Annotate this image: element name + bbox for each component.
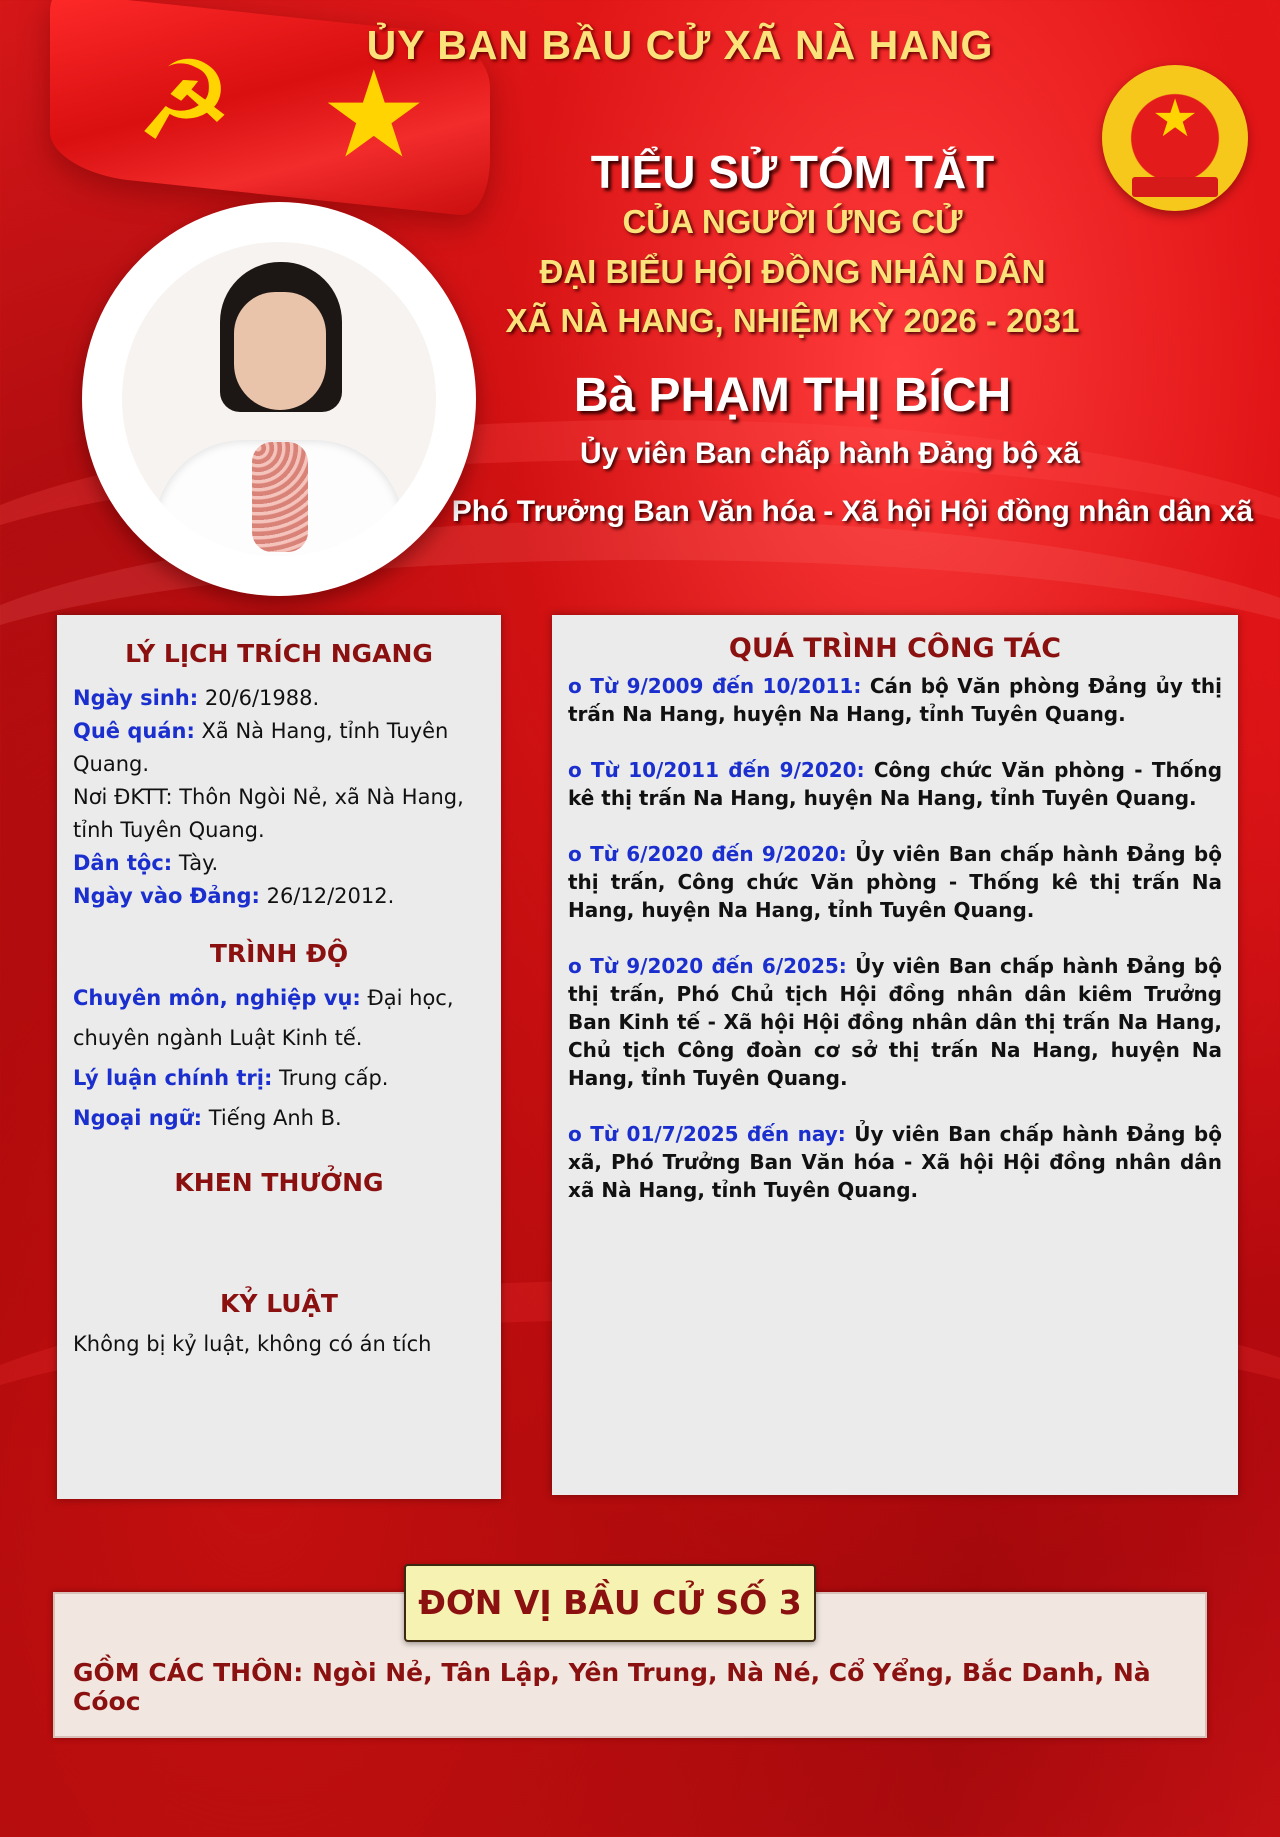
education-title: TRÌNH ĐỘ — [209, 939, 349, 968]
career-entry — [568, 840, 1222, 924]
election-unit-villages — [73, 1658, 1193, 1716]
career-period: o Từ 9/2009 đến 10/2011: — [568, 674, 862, 698]
ethnicity-row — [73, 847, 485, 880]
career-period: o Từ 10/2011 đến 9/2020: — [568, 758, 865, 782]
bio-subtitle-2: ĐẠI BIỂU HỘI ĐỒNG NHÂN DÂN — [539, 253, 1046, 290]
career-title: QUÁ TRÌNH CÔNG TÁC — [728, 633, 1062, 664]
name-prefix: Bà — [573, 369, 636, 422]
committee-title: ỦY BAN BẦU CỬ XÃ NÀ HANG — [366, 22, 994, 68]
career-entry — [568, 1120, 1222, 1204]
profile-title: LÝ LỊCH TRÍCH NGANG — [125, 639, 433, 668]
villages-list: Ngòi Nẻ, Tân Lập, Yên Trung, Nà Né, Cổ Yểng, Bắc Danh, Nà Cóoc — [73, 1658, 1151, 1716]
discipline-title: KỶ LUẬT — [220, 1289, 338, 1318]
emblem-star-icon: ★ — [1151, 89, 1199, 149]
major-value: Đại học, chuyên ngành Luật Kinh tế. — [73, 986, 454, 1050]
party-label: Ngày vào Đảng: — [73, 884, 260, 908]
career-text: Công chức Văn phòng - Thống kê thị trấn Na Hang, huyện Na Hang, tỉnh Tuyên Quang. — [568, 758, 1223, 810]
career-text: Ủy viên Ban chấp hành Đảng bộ xã, Phó Trưởng Ban Văn hóa - Xã hội Hội đồng nhân dân xã Nà Hang, tỉnh Tuyên Quang. — [568, 1122, 1222, 1202]
politics-value: Trung cấp. — [279, 1066, 389, 1090]
hometown-row — [73, 715, 485, 781]
hometown-value: Xã Nà Hang, tỉnh Tuyên Quang. — [73, 719, 449, 776]
party-value: 26/12/2012. — [266, 884, 395, 908]
politics-label: Lý luận chính trị: — [73, 1066, 273, 1090]
awards-title: KHEN THƯỞNG — [174, 1168, 384, 1197]
hometown-label: Quê quán: — [73, 719, 195, 743]
language-value: Tiếng Anh B. — [208, 1106, 342, 1130]
hammer-sickle-icon: ☭ — [135, 36, 234, 165]
career-entry — [568, 952, 1222, 1092]
politics-row — [73, 1058, 485, 1098]
major-label: Chuyên môn, nghiệp vụ: — [73, 986, 361, 1010]
portrait-face — [234, 292, 326, 410]
residence-row — [73, 781, 485, 847]
ethnicity-label: Dân tộc: — [73, 851, 173, 875]
star-icon: ★ — [320, 45, 428, 185]
residence-label: Nơi ĐKTT: — [73, 785, 173, 809]
career-entry — [568, 672, 1222, 728]
ethnicity-value: Tày. — [178, 851, 219, 875]
language-row — [73, 1098, 485, 1138]
career-text: Ủy viên Ban chấp hành Đảng bộ thị trấn, Phó Chủ tịch Hội đồng nhân dân kiêm Trưởng Ban Kinh tế - Xã hội Hội đồng nhân dân thị trấn Na Hang, Chủ tịch Công đoàn cơ sở thị trấn Na Hang, huyện Na Hang, tỉnh Tuyên Quang. — [568, 954, 1222, 1090]
candidate-portrait — [122, 242, 436, 556]
career-period: o Từ 01/7/2025 đến nay: — [568, 1122, 846, 1146]
bio-title: TIỂU SỬ TÓM TẮT — [590, 146, 995, 198]
discipline-text: Không bị kỷ luật, không có án tích — [73, 1332, 432, 1356]
profile-info — [73, 682, 485, 913]
career-text: Ủy viên Ban chấp hành Đảng bộ thị trấn, Công chức Văn phòng - Thống kê thị trấn Na Hang, huyện Na Hang, tỉnh Tuyên Quang. — [568, 842, 1222, 922]
portrait-scarf — [252, 442, 308, 552]
party-row — [73, 880, 485, 913]
dob-row — [73, 682, 485, 715]
language-label: Ngoại ngữ: — [73, 1106, 203, 1130]
career-period: o Từ 6/2020 đến 9/2020: — [568, 842, 847, 866]
bio-subtitle-3: XÃ NÀ HANG, NHIỆM KỲ 2026 - 2031 — [505, 302, 1080, 339]
career-text: Cán bộ Văn phòng Đảng ủy thị trấn Na Hang, huyện Na Hang, tỉnh Tuyên Quang. — [568, 674, 1223, 726]
dob-label: Ngày sinh: — [73, 686, 199, 710]
bio-subtitle-1: CỦA NGƯỜI ỨNG CỬ — [622, 203, 963, 240]
candidate-role-1: Ủy viên Ban chấp hành Đảng bộ xã — [579, 437, 1081, 470]
career-list — [568, 672, 1222, 1204]
major-row — [73, 978, 485, 1058]
residence-value: Thôn Ngòi Nẻ, xã Nà Hang, tỉnh Tuyên Quang. — [73, 785, 464, 842]
name-text: PHẠM THỊ BÍCH — [648, 369, 1012, 422]
candidate-role-2: Phó Trưởng Ban Văn hóa - Xã hội Hội đồng nhân dân xã — [451, 495, 1254, 528]
election-unit-title: ĐƠN VỊ BẦU CỬ SỐ 3 — [404, 1564, 816, 1642]
career-period: o Từ 9/2020 đến 6/2025: — [568, 954, 847, 978]
education-info — [73, 978, 485, 1138]
career-card — [552, 615, 1238, 1495]
villages-label: GỒM CÁC THÔN: — [73, 1658, 304, 1687]
dob-value: 20/6/1988. — [204, 686, 320, 710]
profile-card — [57, 615, 501, 1499]
career-entry — [568, 756, 1222, 812]
